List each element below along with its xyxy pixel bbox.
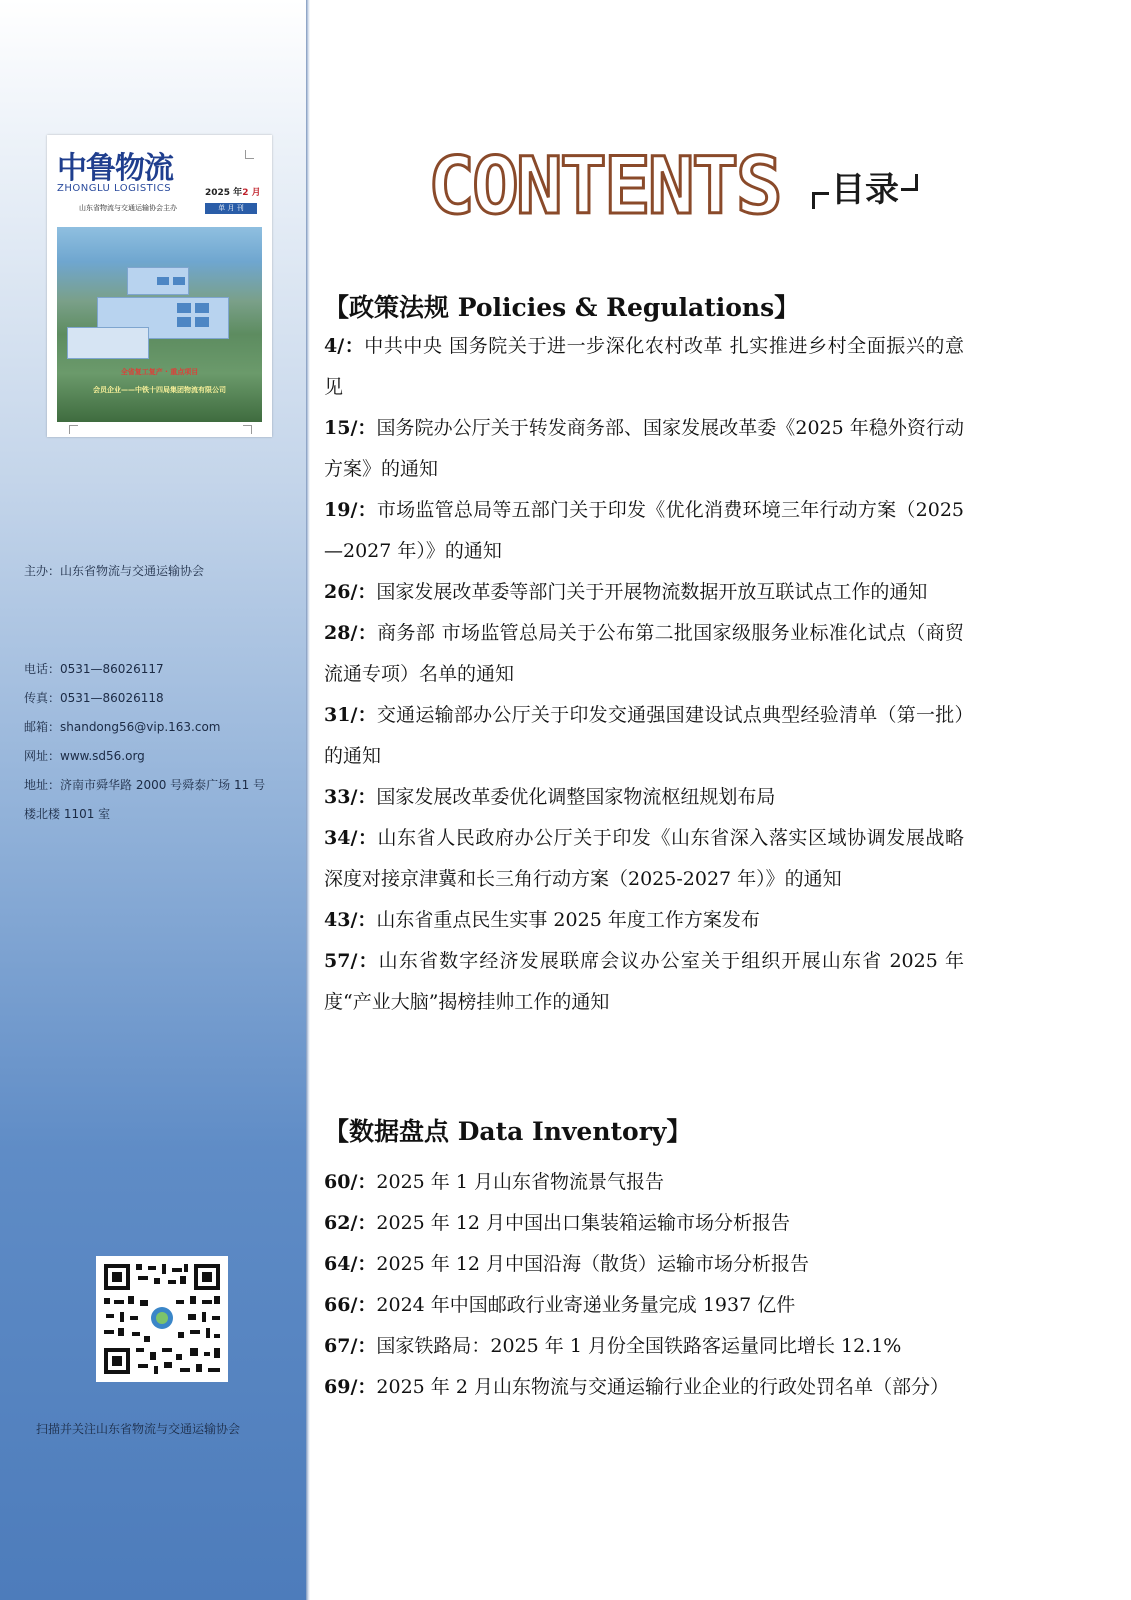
magazine-cover[interactable] [47, 135, 272, 437]
mulu-text: 目录 [831, 170, 899, 210]
toc-item[interactable] [324, 1244, 964, 1285]
cover-caption-1: 全省复工复产 · 重点项目 [120, 368, 199, 376]
toc-item[interactable] [324, 1162, 964, 1203]
qr-caption: 扫描并关注山东省物流与交通运输协会 [36, 1422, 241, 1436]
toc-title: 2025 年 1 月山东省物流景气报告 [376, 1171, 664, 1193]
toc-item[interactable] [324, 818, 964, 900]
toc-page-number: 43/： [324, 909, 377, 931]
toc-page-number: 26/： [324, 581, 377, 603]
toc-page-number: 69/： [324, 1376, 377, 1398]
toc-item[interactable] [324, 1285, 964, 1326]
sidebar-edge [306, 0, 310, 1600]
crop-mark [69, 425, 78, 434]
cover-logo-text: 中鲁物流 [57, 151, 173, 186]
toc-title: 山东省数字经济发展联席会议办公室关于组织开展山东省 2025 年度“产业大脑”揭榜挂帅工作的通知 [324, 950, 964, 1013]
cover-caption-2: 会员企业——中铁十四局集团物流有限公司 [93, 386, 226, 394]
toc-page-number: 62/： [324, 1212, 377, 1234]
cover-photo [57, 227, 262, 422]
cover-issue [205, 185, 261, 198]
toc-page-number: 19/： [324, 499, 377, 521]
contact-address-2: 楼北楼 1101 室 [24, 807, 111, 821]
toc-title: 商务部 市场监管总局关于公布第二批国家级服务业标准化试点（商贸流通专项）名单的通知 [324, 622, 964, 685]
toc-title: 国务院办公厅关于转发商务部、国家发展改革委《2025 年稳外资行动方案》的通知 [324, 417, 964, 480]
contents-heading: CONTENTS [428, 142, 780, 232]
toc-item[interactable] [324, 490, 964, 572]
toc-title: 2024 年中国邮政行业寄递业务量完成 1937 亿件 [376, 1294, 796, 1316]
toc-title: 交通运输部办公厅关于印发交通强国建设试点典型经验清单（第一批）的通知 [324, 704, 964, 767]
toc-item[interactable] [324, 1326, 964, 1367]
toc-title: 2025 年 12 月中国沿海（散货）运输市场分析报告 [376, 1253, 810, 1275]
contact-fax: 传真：0531—86026118 [24, 691, 164, 705]
toc-item[interactable] [324, 777, 964, 818]
toc-page-number: 57/： [324, 950, 379, 972]
toc-page-number: 64/： [324, 1253, 377, 1275]
crop-mark [245, 150, 254, 159]
toc-item[interactable] [324, 695, 964, 777]
toc-page-number: 15/： [324, 417, 377, 439]
toc-title: 国家铁路局：2025 年 1 月份全国铁路客运量同比增长 12.1% [376, 1335, 902, 1357]
qr-code[interactable] [96, 1256, 228, 1382]
toc-page-number: 66/： [324, 1294, 377, 1316]
toc-item[interactable] [324, 326, 964, 408]
cover-badge: 单 月 刊 [205, 203, 257, 214]
toc-title: 2025 年 2 月山东物流与交通运输行业企业的行政处罚名单（部分） [376, 1376, 949, 1398]
toc-item[interactable] [324, 941, 964, 1023]
bracket-right-icon [901, 174, 918, 191]
section-title-data: 【数据盘点 Data Inventory】 [324, 1117, 692, 1146]
cover-logo [57, 143, 173, 187]
toc-page-number: 60/： [324, 1171, 377, 1193]
toc-page-number: 33/： [324, 786, 377, 808]
toc-title: 国家发展改革委等部门关于开展物流数据开放互联试点工作的通知 [376, 581, 928, 603]
toc-page-number: 34/： [324, 827, 378, 849]
mulu-heading [812, 162, 918, 211]
bracket-left-icon [812, 192, 829, 209]
toc-page-number: 67/： [324, 1335, 377, 1357]
toc-item[interactable] [324, 1203, 964, 1244]
crop-mark [243, 425, 252, 434]
toc-title: 山东省人民政府办公厅关于印发《山东省深入落实区域协调发展战略深度对接京津冀和长三角行动方案（2025-2027 年）》的通知 [324, 827, 964, 890]
toc-item[interactable] [324, 1367, 964, 1408]
toc-page-number: 28/： [324, 622, 378, 644]
toc-list-data [324, 1162, 964, 1408]
section-title-policies: 【政策法规 Policies & Regulations】 [324, 293, 800, 322]
toc-title: 2025 年 12 月中国出口集装箱运输市场分析报告 [376, 1212, 791, 1234]
toc-item[interactable] [324, 572, 964, 613]
toc-title: 市场监管总局等五部门关于印发《优化消费环境三年行动方案（2025—2027 年）》的通知 [324, 499, 964, 562]
cover-sponsor: 山东省物流与交通运输协会主办 [79, 204, 177, 212]
toc-page-number: 4/： [324, 335, 365, 357]
host-label: 主办：山东省物流与交通运输协会 [24, 564, 205, 578]
contact-website[interactable]: 网址：www.sd56.org [24, 749, 145, 763]
toc-title: 山东省重点民生实事 2025 年度工作方案发布 [376, 909, 760, 931]
toc-title: 中共中央 国务院关于进一步深化农村改革 扎实推进乡村全面振兴的意见 [324, 335, 964, 398]
toc-item[interactable] [324, 613, 964, 695]
toc-list-policies [324, 326, 964, 1023]
cover-issue-month: 2 月 [242, 188, 261, 198]
cover-logo-en: ZHONGLU LOGISTICS [57, 183, 172, 194]
cover-issue-year: 2025 年 [205, 188, 243, 198]
contact-address: 地址：济南市舜华路 2000 号舜泰广场 11 号 [24, 778, 266, 792]
contact-email[interactable]: 邮箱：shandong56@vip.163.com [24, 720, 221, 734]
toc-item[interactable] [324, 900, 964, 941]
toc-page-number: 31/： [324, 704, 377, 726]
toc-item[interactable] [324, 408, 964, 490]
toc-title: 国家发展改革委优化调整国家物流枢纽规划布局 [376, 786, 776, 808]
contact-phone: 电话：0531—86026117 [24, 662, 164, 676]
